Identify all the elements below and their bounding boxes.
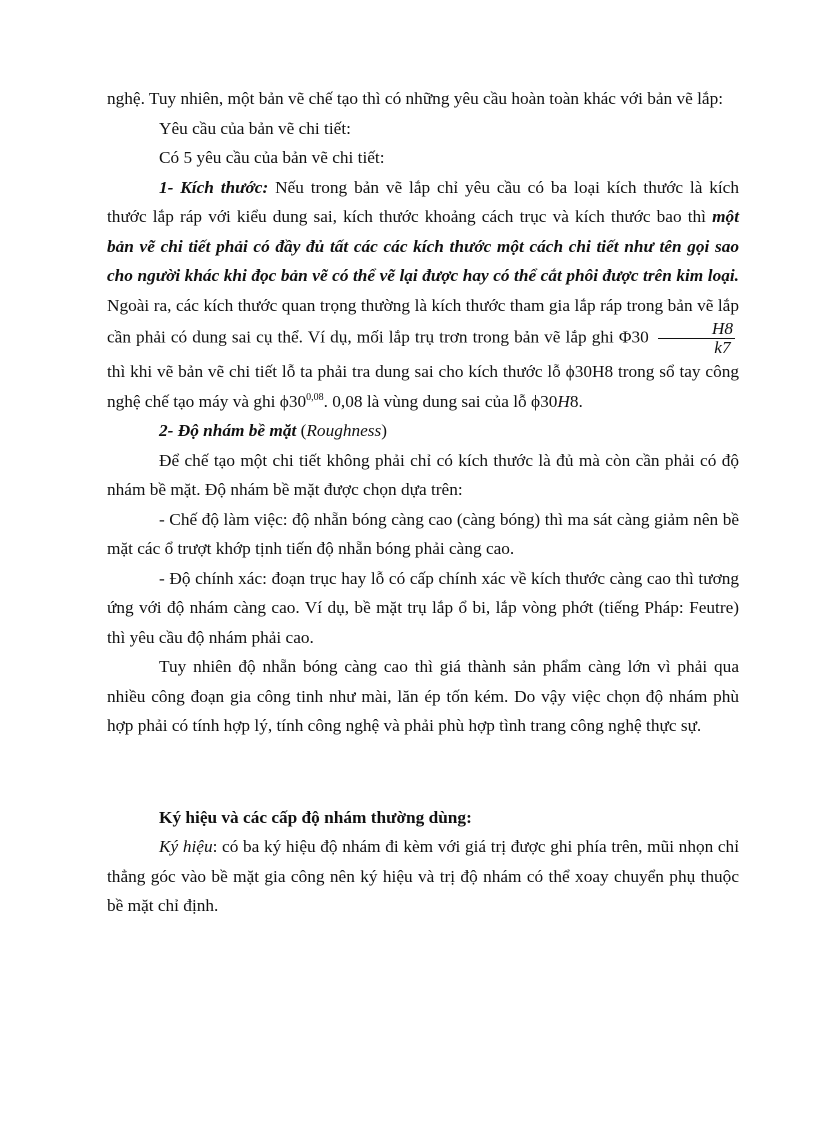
symbols-text: : có ba ký hiệu độ nhám đi kèm với giá trị được ghi phía trên, mũi nhọn chỉ thẳng góc vào bề mặt gia công nên ký hiệu và trị độ nhám có thể xoay chuyển phụ thuộc bề mặt chỉ định. <box>107 837 739 915</box>
dimensions-text-a: Nếu trong bản vẽ lắp chỉ yêu cầu có ba loại kích thước là kích thước lắp ráp với kiểu dung sai, kích thước khoảng cách trục và kích thước bao thì <box>107 177 739 226</box>
symbols-label: Ký hiệu <box>159 837 213 856</box>
dimensions-emphasis: một bản vẽ chi tiết phải có đầy đủ tất các các kích thước một cách chi tiết như tên gọi sao cho người khác khi đọc bản vẽ có thể vẽ lại được hay có thể cắt phôi được trên kim loại. <box>107 207 739 285</box>
dimensions-text-b: Ngoài ra, các kích thước quan trọng thường là kích thước tham gia lắp ráp trong bản vẽ lắp cần phải có dung sai cụ thể. Ví dụ, mối lắp trụ trơn trong bản vẽ lắp ghi Φ30 <box>107 295 739 347</box>
section-symbols-heading: Ký hiệu và các cấp độ nhám thường dùng: <box>159 807 472 827</box>
symbols-paragraph <box>107 832 739 921</box>
roughness-paragraph-3: - Độ chính xác: đoạn trục hay lỗ có cấp chính xác về kích thước càng cao thì tương ứng với độ nhám càng cao. Ví dụ, bề mặt trụ lắp ổ bi, lắp vòng phớt (tiếng Pháp: Feutre) thì yêu cầu độ nhám phải cao. <box>107 568 739 647</box>
section-dimensions-heading: 1- Kích thước: <box>159 177 269 197</box>
paragraph-intro: nghệ. Tuy nhiên, một bản vẽ chế tạo thì có những yêu cầu hoàn toàn khác với bản vẽ lắp: <box>107 89 724 108</box>
roughness-paren-open: ( <box>296 421 307 440</box>
fraction-denominator: k7 <box>714 338 731 357</box>
dimensions-text-d: . 0,08 là vùng dung sai của lỗ ϕ30 <box>323 391 558 411</box>
fit-fraction <box>658 320 735 357</box>
spacer <box>107 741 739 803</box>
section-roughness-title: 2- Độ nhám bề mặt <box>159 421 297 440</box>
roughness-paragraph-4: Tuy nhiên độ nhẵn bóng càng cao thì giá thành sản phẩm càng lớn vì phải qua nhiều công đoạn gia công tinh như mài, lăn ép tốn kém. Do vậy việc chọn độ nhám phù hợp phải có tính hợp lý, tính công nghệ và phải phù hợp tình trang công nghệ thực sự. <box>107 657 739 735</box>
tolerance-superscript: 0,08 <box>306 391 324 403</box>
roughness-paragraph-1: Để chế tạo một chi tiết không phải chỉ có kích thước là đủ mà còn cần phải có độ nhám bề mặt. Độ nhám bề mặt được chọn dựa trên: <box>107 450 739 499</box>
roughness-paragraph-2: - Chế độ làm việc: độ nhẵn bóng càng cao (càng bóng) thì ma sát càng giảm nên bề mặt các ổ trượt khớp tịnh tiến độ nhẵn bóng phải càng cao. <box>107 509 739 558</box>
dimensions-text-e: 8. <box>569 391 583 411</box>
paragraph-requirements-count: Có 5 yêu cầu của bản vẽ chi tiết: <box>159 148 385 167</box>
document-page <box>107 84 739 921</box>
section-roughness-heading <box>107 416 739 446</box>
dimensions-text-c: thì khi vẽ bản vẽ chi tiết lỗ ta phải tra dung sai cho kích thước lỗ ϕ30H8 trong sổ tay công nghệ chế tạo máy và ghi ϕ30 <box>107 362 739 411</box>
roughness-paren-close: ) <box>381 421 388 440</box>
paragraph-requirements-title: Yêu cầu của bản vẽ chi tiết: <box>159 118 351 138</box>
roughness-english-term: Roughness <box>306 421 382 440</box>
fraction-numerator: H8 <box>658 320 735 339</box>
section-dimensions <box>107 173 739 417</box>
hole-fit-letter: H <box>557 391 570 411</box>
